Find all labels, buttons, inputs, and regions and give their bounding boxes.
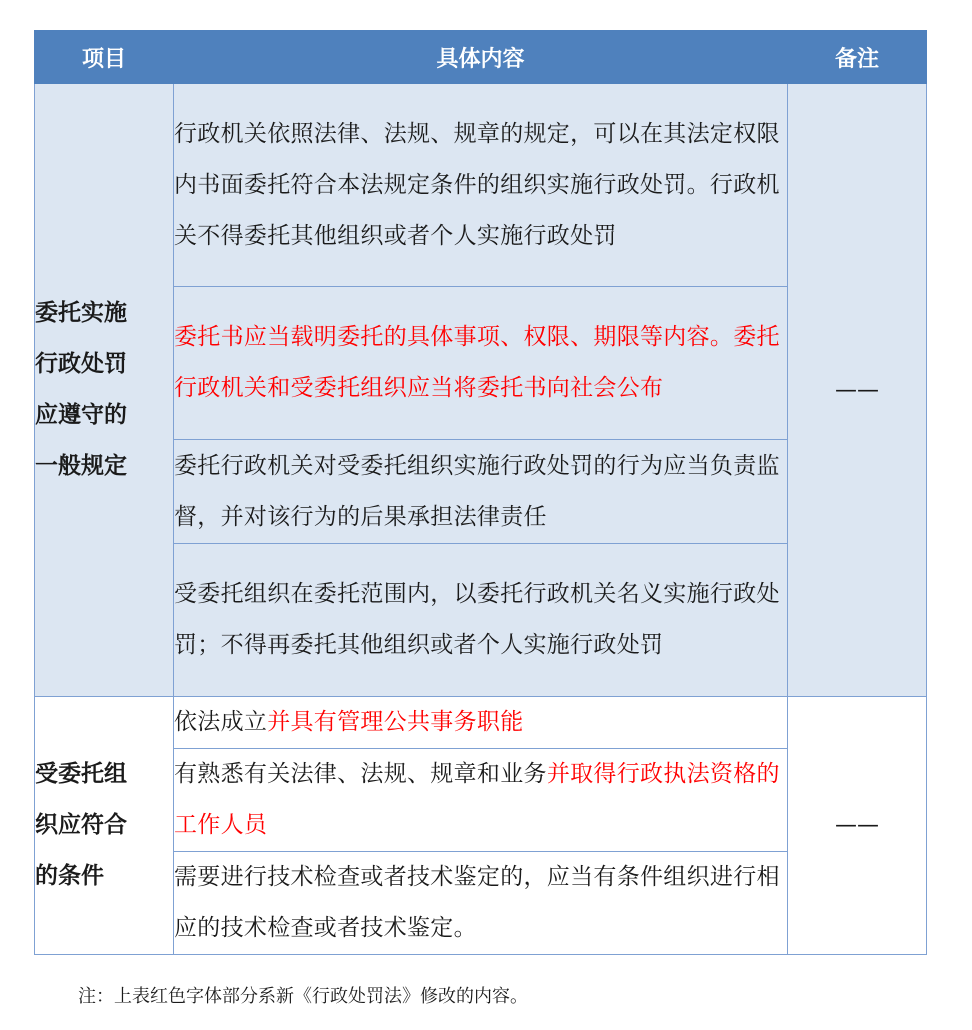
- note-cell: ——: [788, 84, 927, 697]
- content-cell: [174, 544, 788, 697]
- note-cell: ——: [788, 697, 927, 955]
- content-cell: [174, 440, 788, 544]
- content-cell: [174, 287, 788, 440]
- table-header-row: [35, 31, 927, 84]
- content-cell: [174, 852, 788, 955]
- header-note: 备注: [788, 31, 927, 84]
- header-item: 项目: [35, 31, 174, 84]
- content-text-red: 并取得行政执法资格的工作人员: [174, 761, 780, 838]
- footnote: 注：上表红色字体部分系新《行政处罚法》修改的内容。: [78, 986, 528, 1007]
- group-item-label: [35, 84, 174, 697]
- table-row: [35, 84, 927, 287]
- content-text-red: 并具有管理公共事务职能: [267, 709, 524, 735]
- content-text: 需要进行技术检查或者技术鉴定的，应当有条件组织进行相应的技术检查或者技术鉴定。: [174, 864, 780, 941]
- content-text: 行政机关依照法律、法规、规章的规定，可以在其法定权限内书面委托符合本法规定条件的组织实施行政处罚。行政机关不得委托其他组织或者个人实施行政处罚: [174, 120, 780, 249]
- group-item-label: [35, 697, 174, 955]
- content-text: 有熟悉有关法律、法规、规章和业务: [174, 761, 547, 787]
- content-text-red: 委托书应当载明委托的具体事项、权限、期限等内容。委托行政机关和受委托组织应当将委托书向社会公布: [174, 324, 780, 401]
- content-cell: [174, 697, 788, 749]
- group-2-item-text: 受委托组织应符合的条件: [35, 761, 127, 889]
- content-text: 依法成立: [174, 709, 268, 735]
- content-cell: [174, 749, 788, 852]
- content-cell: [174, 84, 788, 287]
- table-row: [35, 697, 927, 749]
- regulation-table: [34, 30, 927, 955]
- group-1-item-text: 委托实施行政处罚应遵守的一般规定: [35, 300, 127, 479]
- content-text: 受委托组织在委托范围内，以委托行政机关名义实施行政处罚；不得再委托其他组织或者个人实施行政处罚: [174, 581, 780, 658]
- header-content: 具体内容: [174, 31, 788, 84]
- content-text: 委托行政机关对受委托组织实施行政处罚的行为应当负责监督，并对该行为的后果承担法律责任: [174, 452, 780, 530]
